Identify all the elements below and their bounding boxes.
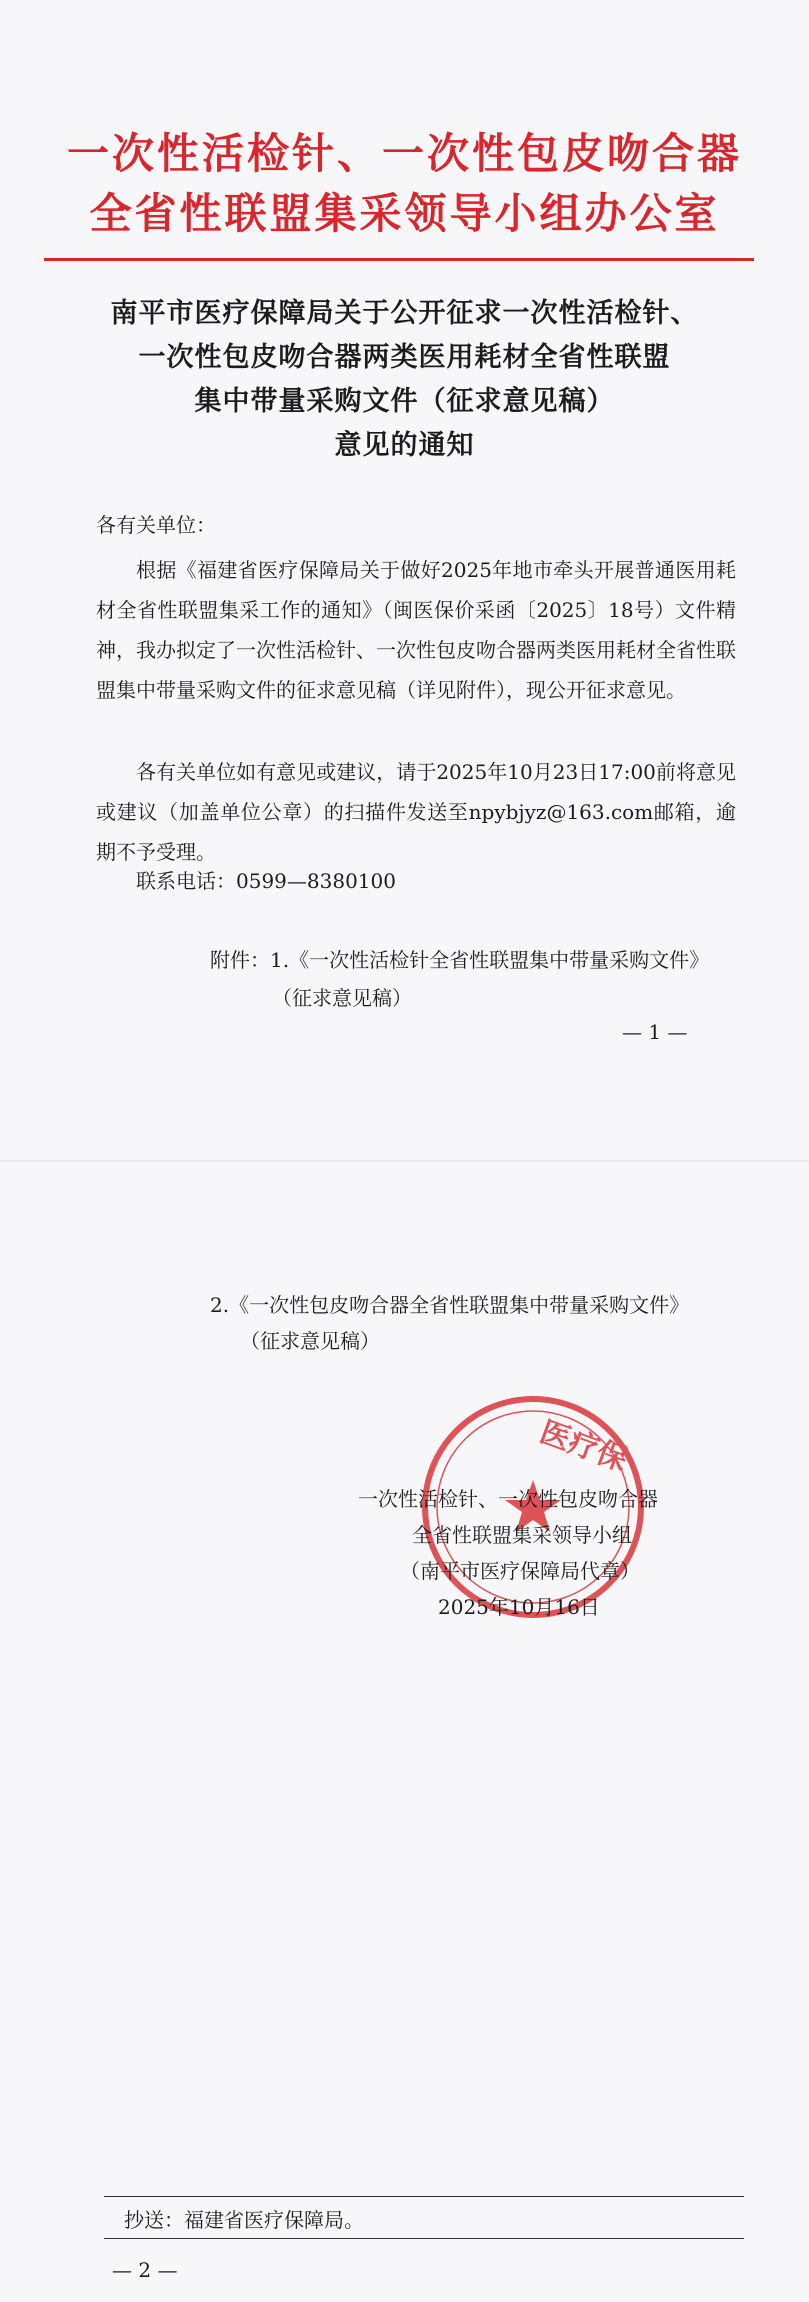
body-paragraph-2: 各有关单位如有意见或建议，请于2025年10月23日17:00前将意见或建议（加盖单位公章）的扫描件发送至npybjyz@163.com邮箱，逾期不予受理。 (96, 760, 736, 864)
stamp-text: 医疗保 (535, 1414, 632, 1479)
salutation: 各有关单位： (96, 513, 216, 537)
attachment-2-subtitle: （征求意见稿） (240, 1329, 380, 1353)
document-title-line-3: 集中带量采购文件（征求意见稿） (194, 386, 615, 417)
cc-bottom-rule (104, 2238, 744, 2239)
document-title-line-4: 意见的通知 (334, 430, 475, 461)
red-header-rule (44, 258, 754, 261)
body-paragraph-1: 根据《福建省医疗保障局关于做好2025年地市牵头开展普通医用耗材全省性联盟集采工作的通知》（闽医保价采函〔2025〕18号）文件精神，我办拟定了一次性活检针、一次性包皮吻合器两类医用耗材全省性联盟集中带量采购文件的征求意见稿（详见附件），现公开征求意见。 (96, 558, 736, 702)
attachment-2: 2.《一次性包皮吻合器全省性联盟集中带量采购文件》 (210, 1293, 690, 1317)
cc-top-rule (104, 2196, 744, 2197)
signature-org-line-3: （南平市医疗保障局代章） (400, 1559, 640, 1583)
contact-phone: 联系电话：0599—8380100 (136, 869, 396, 893)
office-header-line-2: 全省性联盟集采领导小组办公室 (89, 189, 720, 238)
document-title-line-1: 南平市医疗保障局关于公开征求一次性活检针、 (110, 298, 699, 329)
cc-line: 抄送：福建省医疗保障局。 (124, 2208, 364, 2232)
page-2 (0, 1162, 809, 2302)
signature-date: 2025年10月16日 (438, 1595, 600, 1619)
attachment-1: 附件：1.《一次性活检针全省性联盟集中带量采购文件》 (210, 948, 710, 972)
attachment-1-subtitle: （征求意见稿） (272, 986, 412, 1010)
document-title-line-2: 一次性包皮吻合器两类医用耗材全省性联盟 (138, 342, 671, 373)
office-header-line-1: 一次性活检针、一次性包皮吻合器 (66, 129, 742, 178)
page-number-2: — 2 — (112, 2258, 178, 2282)
signature-org-line-1: 一次性活检针、一次性包皮吻合器 (358, 1487, 658, 1511)
signature-org-line-2: 全省性联盟集采领导小组 (412, 1523, 632, 1547)
page-number-1: — 1 — (622, 1020, 688, 1044)
